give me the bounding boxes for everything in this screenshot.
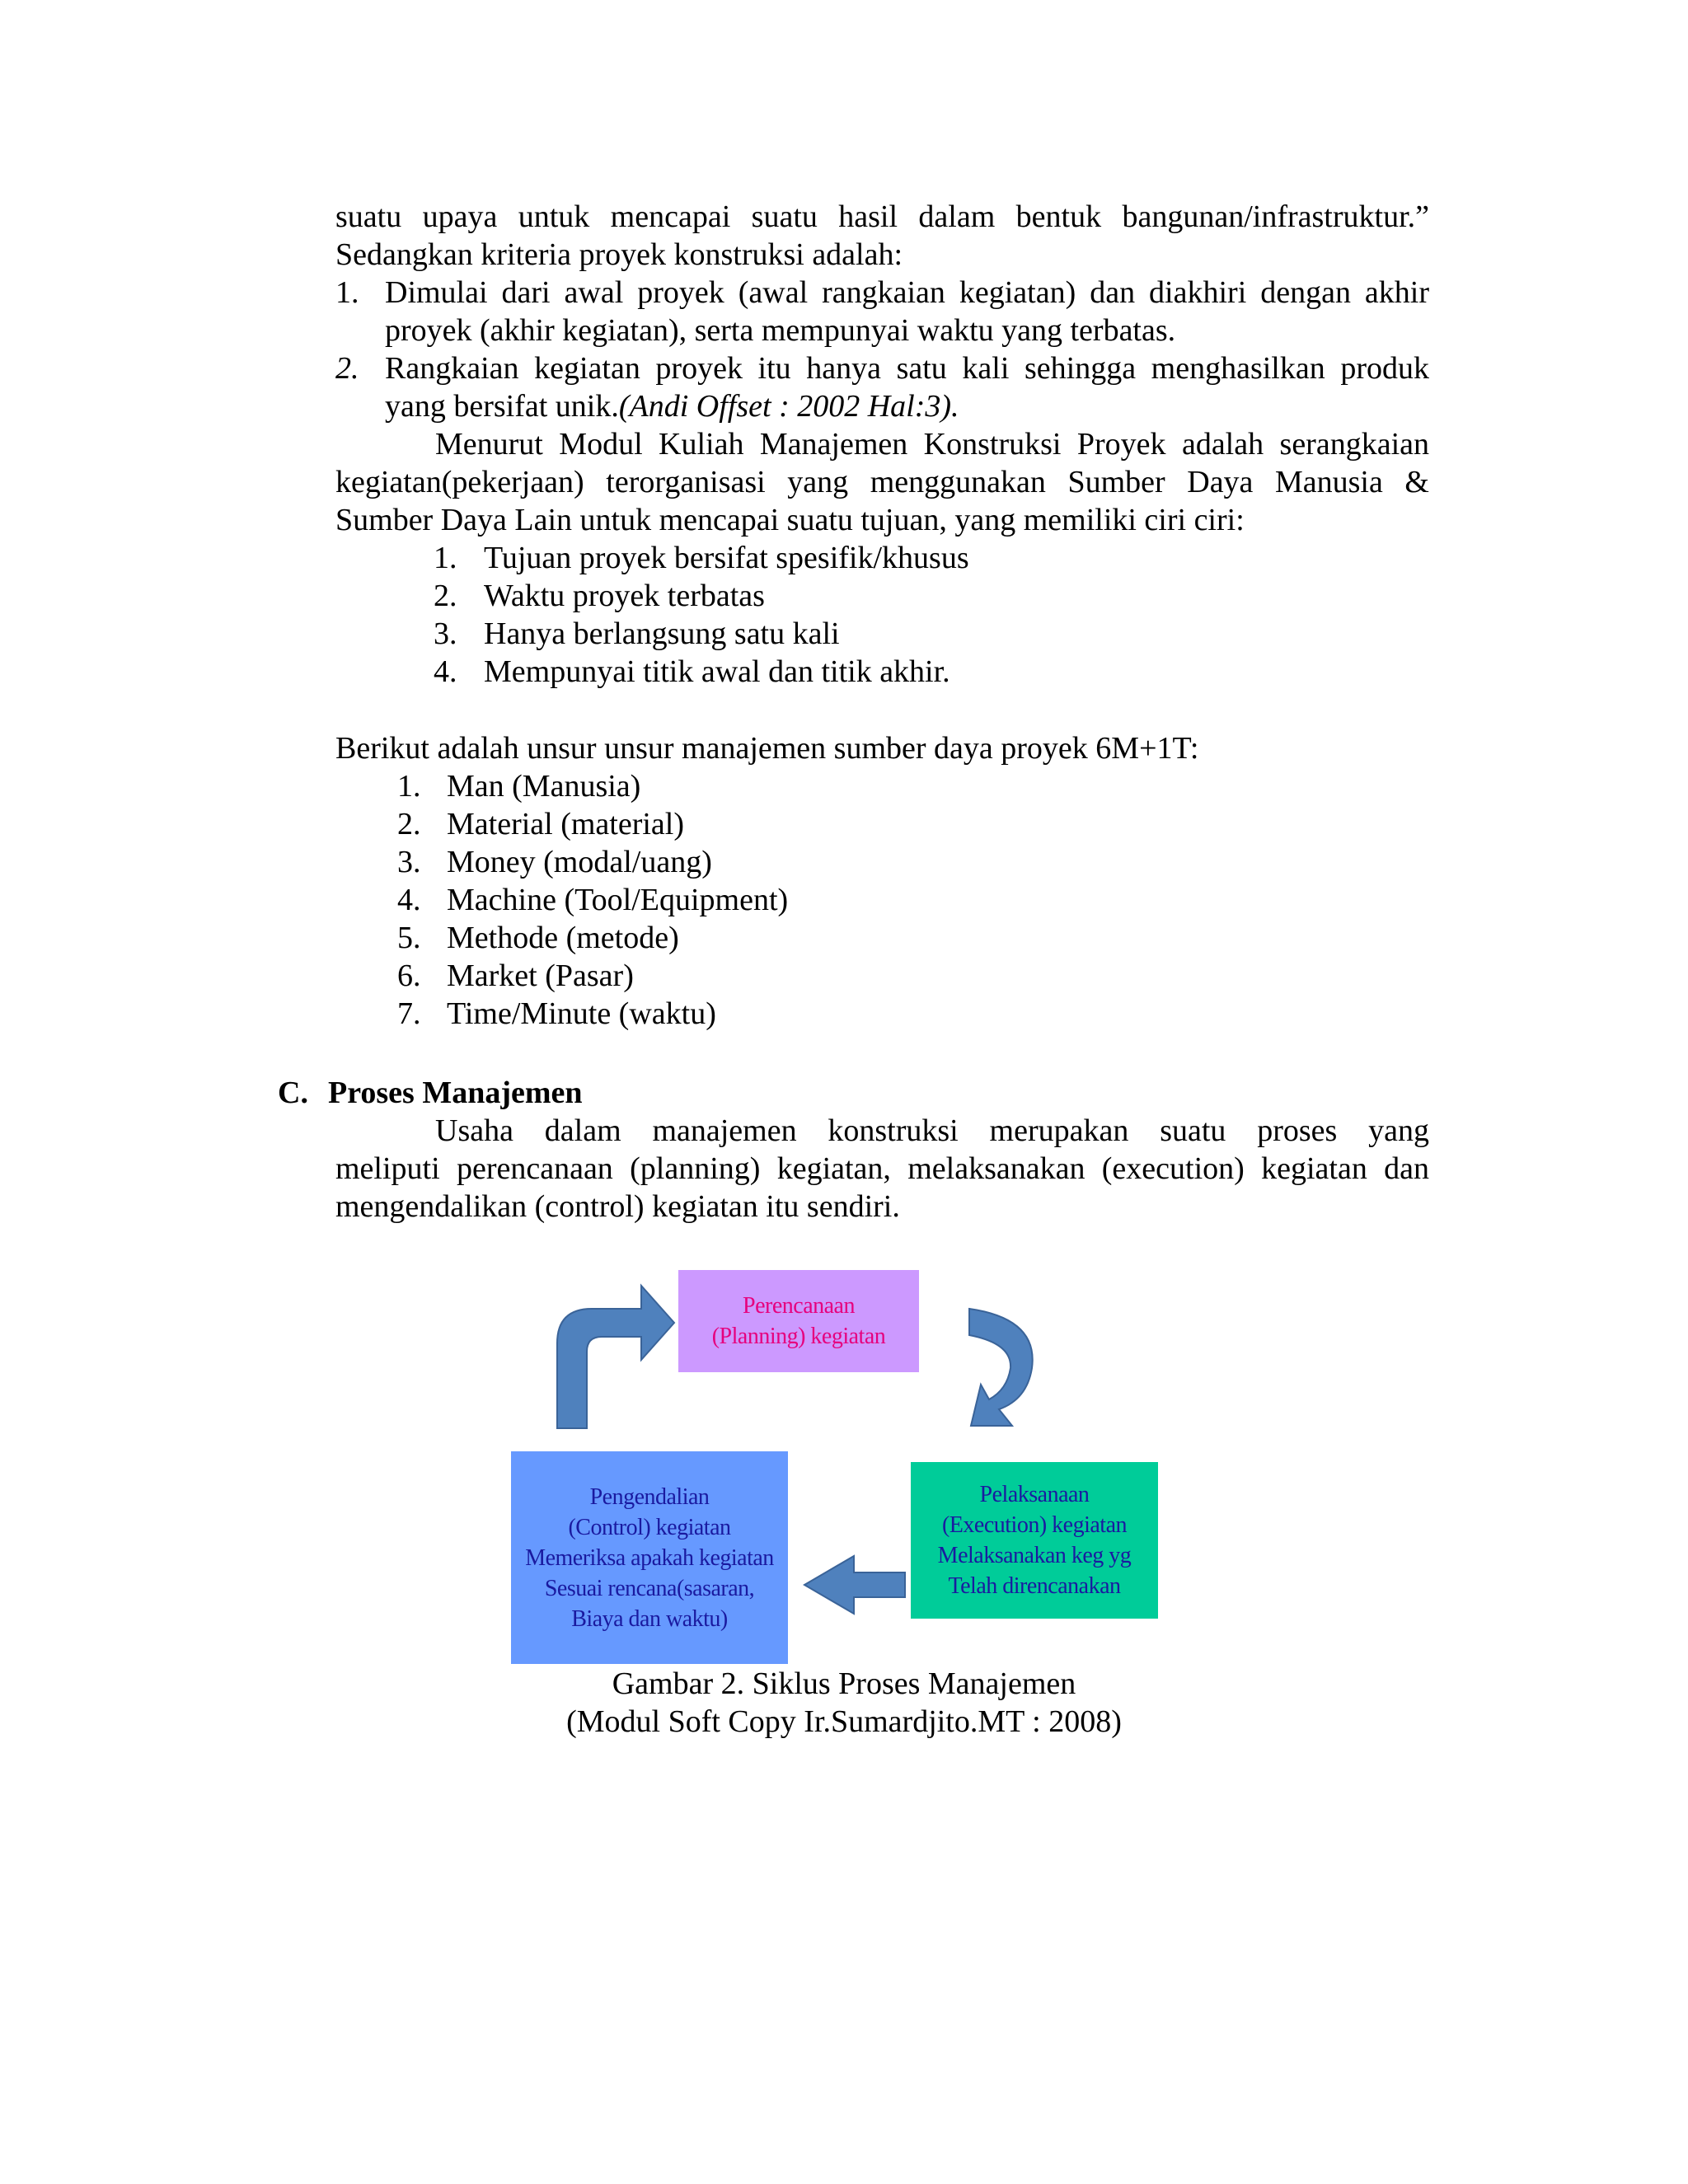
execution-box — [911, 1462, 1158, 1619]
paragraph-line: Sedangkan kriteria proyek konstruksi adalah: — [335, 237, 903, 272]
control-description: Biaya dan waktu) — [571, 1605, 728, 1632]
list-item-continuation — [385, 387, 959, 425]
figure-source: (Modul Soft Copy Ir.Sumardjito.MT : 2008) — [566, 1704, 1122, 1739]
list-number: 1. — [397, 769, 421, 804]
paragraph-line: suatu upaya untuk mencapai suatu hasil dalam bentuk bangunan/infrastruktur.” — [335, 199, 1429, 234]
paragraph-line: Usaha dalam manajemen konstruksi merupakan suatu proses yang — [435, 1113, 1429, 1148]
execution-subtitle: (Execution) kegiatan — [941, 1512, 1127, 1538]
control-description: Sesuai rencana(sasaran, — [544, 1575, 755, 1601]
list-number: 3. — [397, 845, 421, 879]
paragraph-line: kegiatan(pekerjaan) terorganisasi yang menggunakan Sumber Daya Manusia & — [335, 465, 1429, 499]
list-number: 2. — [335, 351, 359, 386]
execution-description: Melaksanakan keg yg — [937, 1543, 1132, 1568]
paragraph-line: meliputi perencanaan (planning) kegiatan, melaksanakan (execution) kegiatan dan — [335, 1151, 1429, 1186]
paragraph-line: Berikut adalah unsur unsur manajemen sumber daya proyek 6M+1T: — [335, 731, 1199, 766]
list-item: Market (Pasar) — [447, 958, 634, 993]
list-item: Man (Manusia) — [447, 769, 641, 804]
list-item: Machine (Tool/Equipment) — [447, 883, 789, 917]
list-number: 2. — [397, 807, 421, 841]
list-number: 3. — [434, 616, 457, 651]
control-description: Memeriksa apakah kegiatan — [525, 1544, 774, 1571]
curved-arrow-down-icon — [969, 1309, 1033, 1426]
arrow-left-icon — [804, 1556, 905, 1614]
citation: (Andi Offset : 2002 Hal:3). — [618, 389, 959, 424]
list-item: Dimulai dari awal proyek (awal rangkaian kegiatan) dan diakhiri dengan akhir — [385, 275, 1429, 310]
list-number: 1. — [434, 541, 457, 575]
list-number: 6. — [397, 958, 421, 993]
list-item: Material (material) — [447, 807, 685, 841]
list-number: 7. — [397, 996, 421, 1031]
list-item: Mempunyai titik awal dan titik akhir. — [484, 654, 950, 689]
figure-caption: Gambar 2. Siklus Proses Manajemen — [612, 1666, 1076, 1701]
list-item: Tujuan proyek bersifat spesifik/khusus — [484, 541, 969, 575]
planning-box — [678, 1270, 919, 1372]
paragraph-line: mengendalikan (control) kegiatan itu sendiri. — [335, 1189, 900, 1224]
control-box — [511, 1451, 788, 1664]
section-heading: Proses Manajemen — [328, 1076, 583, 1110]
list-item: Waktu proyek terbatas — [484, 579, 765, 613]
section-letter: C. — [278, 1076, 308, 1110]
curved-arrow-up-right-icon — [557, 1286, 674, 1428]
control-title: Pengendalian — [589, 1483, 710, 1510]
list-item: proyek (akhir kegiatan), serta mempunyai waktu yang terbatas. — [385, 313, 1176, 348]
control-subtitle: (Control) kegiatan — [568, 1514, 731, 1540]
list-item: Methode (metode) — [447, 921, 679, 955]
planning-title: Perencanaan — [743, 1293, 855, 1319]
list-item-text: yang bersifat unik. — [385, 389, 619, 424]
list-number: 2. — [434, 579, 457, 613]
list-number: 4. — [434, 654, 457, 689]
management-cycle-diagram — [495, 1261, 1170, 1673]
list-number: 4. — [397, 883, 421, 917]
list-item: Hanya berlangsung satu kali — [484, 616, 840, 651]
list-item: Money (modal/uang) — [447, 845, 712, 879]
execution-title: Pelaksanaan — [979, 1482, 1090, 1507]
execution-description: Telah direncanakan — [948, 1573, 1121, 1599]
list-item: Rangkaian kegiatan proyek itu hanya satu kali sehingga menghasilkan produk — [385, 351, 1429, 386]
paragraph-line: Sumber Daya Lain untuk mencapai suatu tujuan, yang memiliki ciri ciri: — [335, 503, 1245, 537]
list-number: 5. — [397, 921, 421, 955]
paragraph-line: Menurut Modul Kuliah Manajemen Konstruksi Proyek adalah serangkaian — [435, 427, 1429, 462]
list-number: 1. — [335, 275, 359, 310]
list-item: Time/Minute (waktu) — [447, 996, 716, 1031]
planning-subtitle: (Planning) kegiatan — [711, 1324, 886, 1349]
